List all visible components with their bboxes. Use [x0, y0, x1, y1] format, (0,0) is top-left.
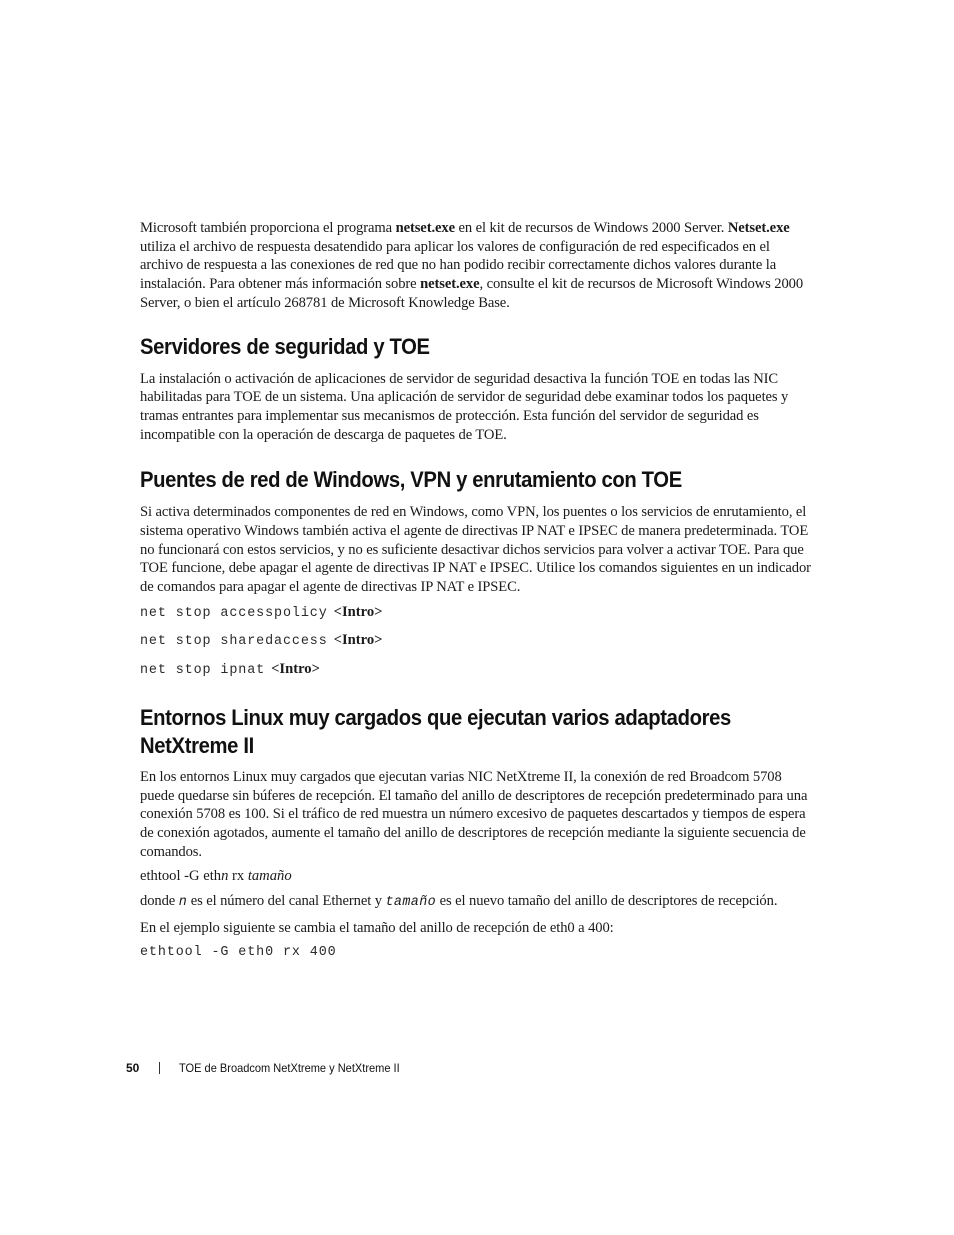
security-paragraph: La instalación o activación de aplicaciones de servidor de seguridad desactiva la función TOE en todas las NIC habilitadas para TOE de un sistema. Una aplicación de servidor de seguridad debe examinar todos los paquetes y tramas entrantes para implementar sus mecanismos de protección. Esta función del servidor de seguridad es incompatible con la operación de descarga de paquetes de TOE.: [140, 370, 789, 443]
where-text-2: es el número del canal Ethernet y: [187, 893, 386, 910]
command-line: [140, 603, 815, 632]
netset-keyword: netset.exe: [395, 220, 455, 236]
page-content: [140, 219, 815, 960]
intro-text-2: en el kit de recursos de Windows 2000 Server.: [454, 220, 728, 236]
example-intro: En el ejemplo siguiente se cambia el tamaño del anillo de recepción de eth0 a 400:: [140, 919, 614, 936]
command-code: net stop ipnat: [140, 662, 266, 678]
heading-linux-line-1: Entornos Linux muy cargados que ejecutan varios adaptadores: [140, 704, 731, 730]
where-paragraph: [140, 892, 815, 913]
where-text-1: donde: [140, 893, 179, 910]
linux-paragraph: En los entornos Linux muy cargados que ejecutan varias NIC NetXtreme II, la conexión de red Broadcom 5708 puede quedarse sin búferes de recepción. El tamaño del anillo de descriptores de recepción predeterminado para una conexión 5708 es 100. Si el tráfico de red muestra un número excesivo de paquetes descartados y tiempos de espera de conexión agotados, aumente el tamaño del anillo de descriptores de recepción mediante la siguiente secuencia de comandos.: [140, 768, 808, 860]
ethtool-syntax: [140, 867, 815, 886]
footer-title: TOE de Broadcom NetXtreme y NetXtreme II: [179, 1061, 400, 1075]
syntax-size: tamaño: [247, 868, 292, 885]
heading-linux-line-2: NetXtreme II: [140, 732, 254, 758]
heading-security-servers: Servidores de seguridad y TOE: [140, 333, 430, 359]
intro-text-3: utiliza el archivo de respuesta desatendido para aplicar los valores de configuración de red especificados en el archivo de respuesta a las conexiones de red que no han podido recibir correctamente dichos valores durante la instalación. Para obtener más información sobre: [140, 238, 777, 293]
netset-keyword-3: netset.exe: [420, 276, 480, 293]
command-code: net stop sharedaccess: [140, 634, 328, 650]
where-size: tamaño: [385, 895, 437, 911]
enter-key-label: <Intro>: [333, 603, 383, 620]
footer-divider: [159, 1062, 160, 1074]
enter-key-label: <Intro>: [333, 632, 383, 649]
example-code: ethtool -G eth0 rx 400: [140, 945, 337, 961]
heading-windows-bridges: Puentes de red de Windows, VPN y enrutamiento con TOE: [140, 467, 682, 493]
where-text-3: es el nuevo tamaño del anillo de descriptores de recepción.: [436, 893, 778, 910]
command-code: net stop accesspolicy: [140, 605, 328, 621]
command-line: [140, 660, 815, 682]
syntax-prefix: ethtool -G eth: [140, 868, 222, 885]
heading-linux-environments: [140, 704, 748, 760]
where-n: n: [178, 895, 188, 911]
netset-keyword-2: Netset.exe: [727, 220, 790, 236]
intro-text-4: , consulte el kit de recursos de Microsoft Windows 2000 Server, o bien el artículo 268781 de Microsoft Knowledge Base.: [140, 276, 804, 311]
syntax-mid: rx: [228, 868, 248, 885]
command-line: [140, 631, 815, 660]
intro-paragraph: [140, 219, 815, 313]
page-footer: [126, 1061, 419, 1075]
bridges-paragraph: Si activa determinados componentes de red en Windows, como VPN, los puentes o los servicios de enrutamiento, el sistema operativo Windows también activa el agente de directivas IP NAT e IPSEC de manera predeterminada. TOE no funcionará con estos servicios, y no es suficiente desactivar dichos servicios para volver a activar TOE. Para que TOE funcione, debe apagar el agente de directivas IP NAT e IPSEC. Utilice los comandos siguientes en un indicador de comandos para apagar el agente de directivas IP NAT e IPSEC.: [140, 504, 811, 596]
enter-key-label: <Intro>: [271, 660, 320, 677]
syntax-n: n: [221, 868, 229, 885]
intro-text-1: Microsoft también proporciona el programa: [140, 220, 396, 236]
page-number: 50: [126, 1061, 140, 1075]
